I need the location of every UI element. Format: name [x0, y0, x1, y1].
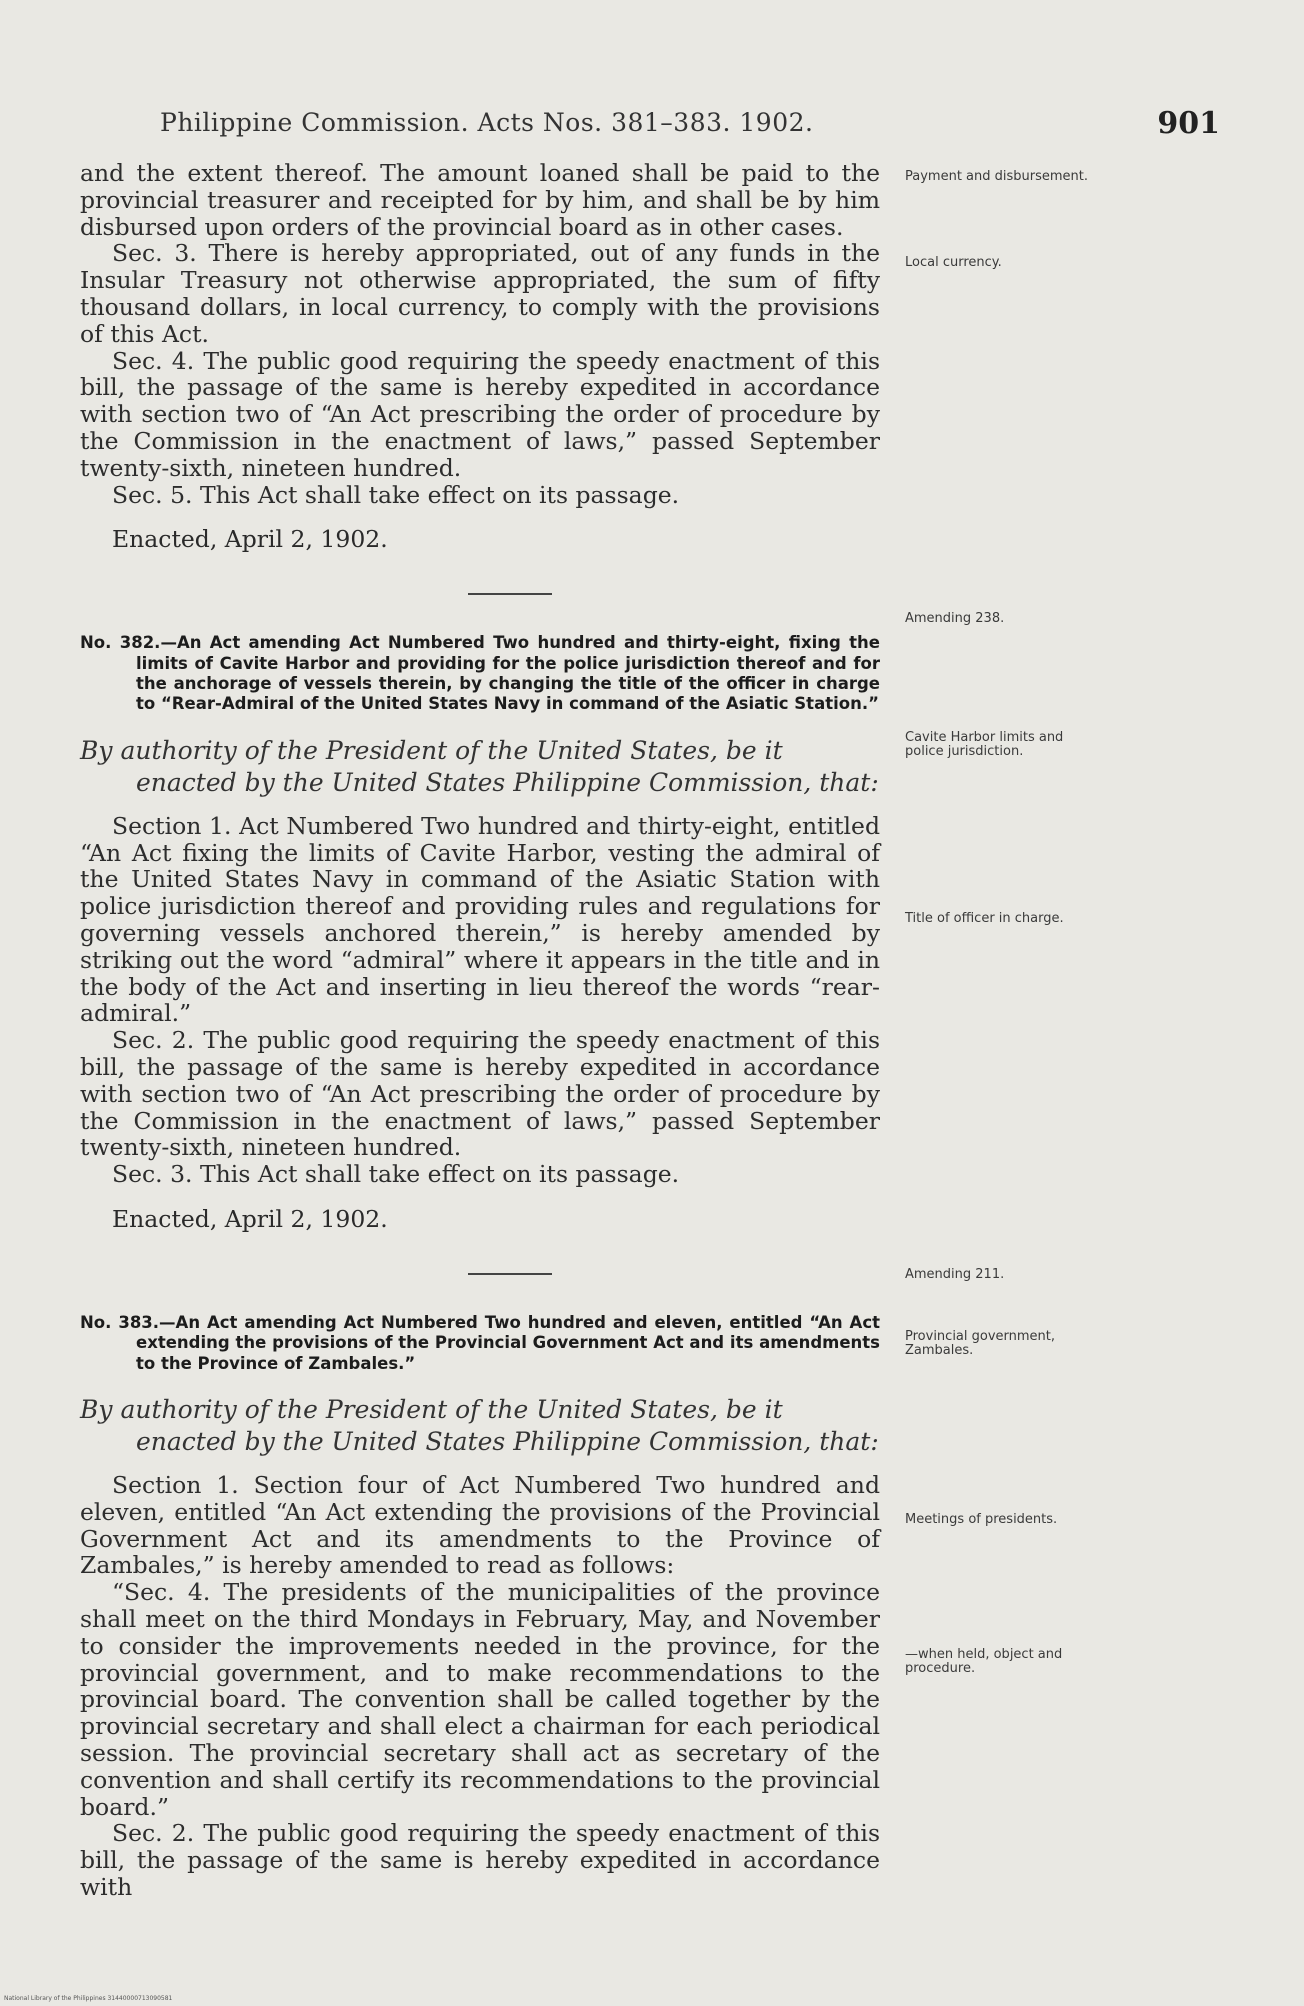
margin-note-meetings: Meetings of presidents. — [905, 1512, 1058, 1527]
margin-note-provincial-govt: Provincial government, Zambales. — [905, 1329, 1056, 1358]
section-divider — [468, 593, 552, 595]
page-header — [160, 108, 1220, 148]
margin-note-payment: Payment and disbursement. — [905, 169, 1089, 184]
act381-sec5: Sec. 5. This Act shall take effect on its passage. — [112, 480, 680, 509]
act382-sec1: Section 1. Act Numbered Two hundred and thirty-eight, entitled “An Act fixing the limits of Cavite Harbor, vesting the admiral of the United States Navy in command of the Asiatic Station with police jurisdiction thereof and providing rules and regulations for governing vessels anchored therein,” is hereby amended by striking out the word “admiral” where it appears in the title and in the body of the Act and inserting in lieu thereof the words “rear-admiral.” — [80, 811, 880, 1028]
running-head: Philippine Commission. Acts Nos. 381–383. 1902. — [160, 108, 814, 137]
margin-note-title-officer: Title of officer in charge. — [905, 911, 1064, 926]
margin-note-amending-238: Amending 238. — [905, 611, 1005, 626]
act382-sec2: Sec. 2. The public good requiring the speedy enactment of this bill, the passage of the same is hereby expedited in accordance with section two of “An Act prescribing the order of procedure by the Commission in the enactment of laws,” passed September twenty-sixth, nineteen hundred. — [80, 1026, 880, 1162]
act382-enacting-clause: By authority of the President of the United States, be it enacted by the United States Philippine Commission, that: — [80, 735, 879, 797]
page-body — [80, 160, 880, 1901]
act382-title: No. 382.—An Act amending Act Numbered Two hundred and thirty-eight, fixing the limits of Cavite Harbor and providing for the police jurisdiction thereof and for the anchorage of vessels therein, by changing the title of the officer in charge to “Rear-Admiral of the United States Navy in command of the Asiatic Station.” — [80, 633, 880, 714]
act383-title: No. 383.—An Act amending Act Numbered Two hundred and eleven, entitled “An Act extending the provisions of the Provincial Government Act and its amendments to the Province of Zambales.” — [80, 1312, 880, 1373]
act381-paragraph: and the extent thereof. The amount loaned shall be paid to the provincial treasurer and receipted for by him, and shall be by him disbursed upon orders of the provincial board as in other cases. — [80, 159, 880, 241]
margin-note-amending-211: Amending 211. — [905, 1267, 1005, 1282]
act383-quoted-sec4: “Sec. 4. The presidents of the municipalities of the province shall meet on the third Mondays in February, May, and November to consider the improvements needed in the province, for the provincial government, and to make recommendations to the provincial board. The convention shall be called together by the provincial secretary and shall elect a chairman for each periodical session. The provincial secretary shall act as secretary of the convention and shall certify its recommendations to the provincial board.” — [80, 1578, 880, 1821]
margin-note-local-currency: Local currency. — [905, 255, 1002, 270]
act382-sec3: Sec. 3. This Act shall take effect on its passage. — [112, 1160, 680, 1189]
page-number: 901 — [1157, 106, 1220, 141]
margin-note-cavite: Cavite Harbor limits and police jurisdiction. — [905, 730, 1064, 759]
act381-enacted: Enacted, April 2, 1902. — [112, 525, 388, 554]
act383-sec1: Section 1. Section four of Act Numbered Two hundred and eleven, entitled “An Act extending the provisions of the Provincial Government Act and its amendments to the Province of Zambales,” is hereby amended to read as follows: — [80, 1470, 880, 1580]
margin-note-when-held: —when held, object and procedure. — [905, 1647, 1063, 1676]
act383-sec2: Sec. 2. The public good requiring the speedy enactment of this bill, the passage of the same is hereby expedited in accordance with — [80, 1819, 880, 1901]
act383-enacting-clause: By authority of the President of the United States, be it enacted by the United States Philippine Commission, that: — [80, 1394, 879, 1456]
act381-sec3: Sec. 3. There is hereby appropriated, out of any funds in the Insular Treasury not otherwise appropriated, the sum of fifty thousand dollars, in local currency, to comply with the provisions of this Act. — [80, 239, 880, 348]
act381-sec4: Sec. 4. The public good requiring the speedy enactment of this bill, the passage of the same is hereby expedited in accordance with section two of “An Act prescribing the order of procedure by the Commission in the enactment of laws,” passed September twenty-sixth, nineteen hundred. — [80, 346, 880, 482]
scan-footer-note: National Library of the Philippines 31440000713090581 — [4, 1995, 173, 2002]
section-divider — [468, 1273, 552, 1275]
act382-enacted: Enacted, April 2, 1902. — [112, 1204, 388, 1233]
